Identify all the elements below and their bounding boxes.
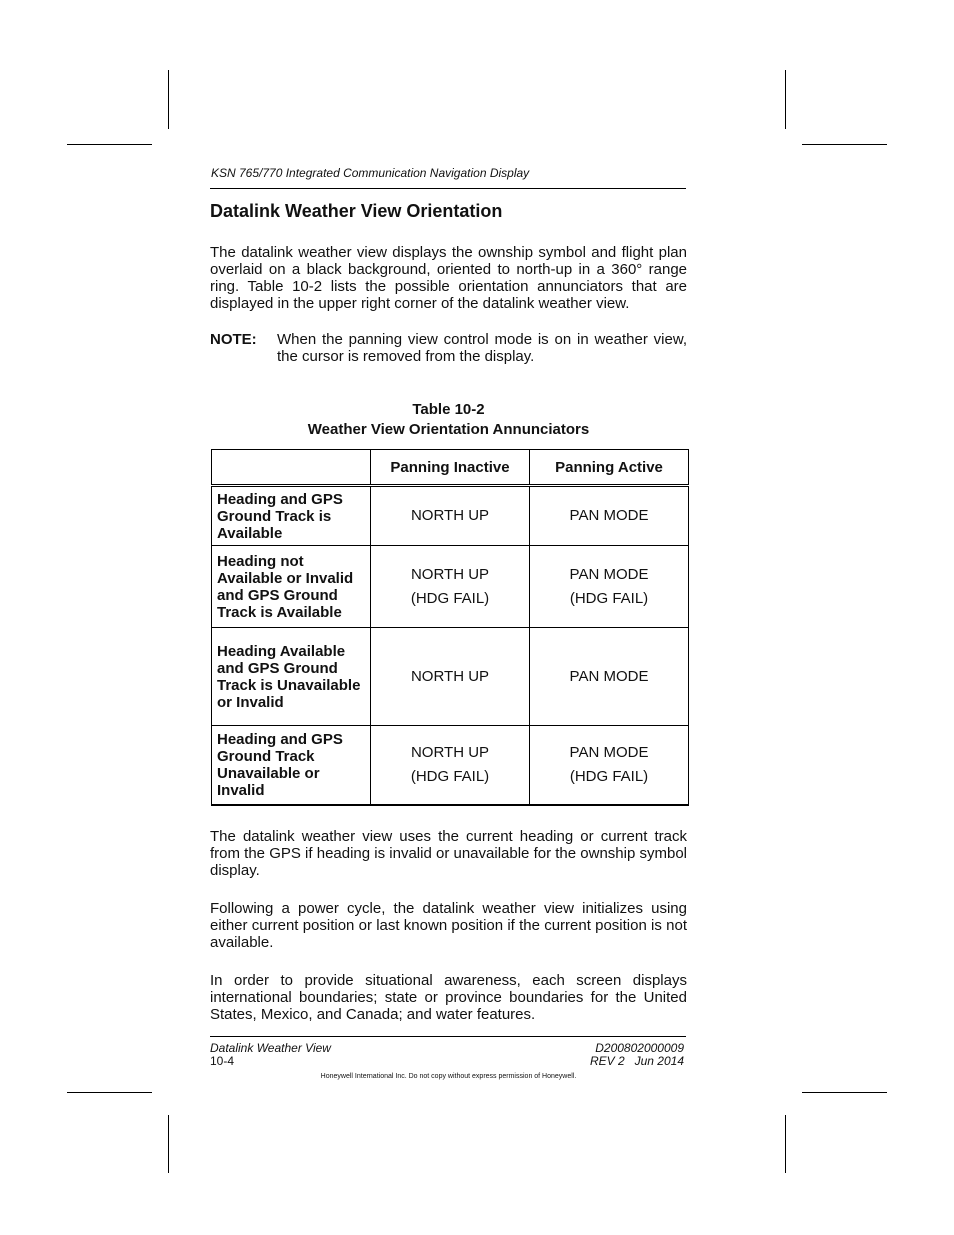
annunciator-subtext: (HDG FAIL) <box>569 767 649 785</box>
crop-mark <box>67 144 152 145</box>
panning-inactive-cell <box>371 546 530 628</box>
note-text: When the panning view control mode is on in weather view, the cursor is removed from the display. <box>277 331 687 365</box>
annunciator-text: NORTH UP <box>410 743 490 761</box>
table-title: Weather View Orientation Annunciators <box>307 421 590 438</box>
table-row <box>212 726 689 805</box>
table-header-cell: Panning Active <box>530 450 689 486</box>
condition-cell: Heading and GPS Ground Track Unavailable or Invalid <box>212 726 371 805</box>
footer-section-name: Datalink Weather View <box>210 1041 331 1055</box>
crop-mark <box>168 70 169 129</box>
footer-page-number: 10-4 <box>210 1054 235 1068</box>
panning-active-cell <box>530 726 689 805</box>
header-rule <box>210 188 686 189</box>
panning-inactive-cell <box>371 486 530 546</box>
body-paragraph: Following a power cycle, the datalink weather view initializes using either current position or last known position if the current position is not available. <box>210 900 687 951</box>
annunciator-table <box>211 449 689 806</box>
annunciator-text: PAN MODE <box>569 507 649 524</box>
condition-cell: Heading not Available or Invalid and GPS Ground Track is Available <box>212 546 371 628</box>
section-heading: Datalink Weather View Orientation <box>210 201 503 221</box>
panning-active-cell <box>530 486 689 546</box>
crop-mark <box>802 1092 887 1093</box>
footer-rule <box>210 1036 686 1037</box>
annunciator-text: PAN MODE <box>569 743 649 761</box>
body-paragraph: In order to provide situational awareness, each screen displays international boundaries; state or province boundaries for the United States, Mexico, and Canada; and water features. <box>210 972 687 1023</box>
footer-revision: REV 2 Jun 2014 <box>589 1054 684 1068</box>
table-header-cell <box>212 450 371 486</box>
annunciator-subtext: (HDG FAIL) <box>569 589 649 607</box>
body-paragraph: The datalink weather view uses the current heading or current track from the GPS if heading is invalid or unavailable for the ownship symbol display. <box>210 828 687 879</box>
panning-inactive-cell <box>371 726 530 805</box>
panning-inactive-cell <box>371 628 530 726</box>
crop-mark <box>67 1092 152 1093</box>
table-row <box>212 628 689 726</box>
condition-cell: Heading and GPS Ground Track is Available <box>212 486 371 546</box>
crop-mark <box>802 144 887 145</box>
table-row <box>212 546 689 628</box>
annunciator-text: PAN MODE <box>569 667 649 685</box>
footer-doc-number: D200802000009 <box>595 1041 684 1055</box>
panning-active-cell <box>530 628 689 726</box>
crop-mark <box>168 1115 169 1173</box>
intro-paragraph: The datalink weather view displays the ownship symbol and flight plan overlaid on a black background, oriented to north-up in a 360° range ring. Table 10-2 lists the possible orientation annunciators that are displayed in the upper right corner of the datalink weather view. <box>210 244 687 312</box>
table-number: Table 10-2 <box>412 401 485 418</box>
table-row <box>212 486 689 546</box>
condition-cell: Heading Available and GPS Ground Track is Unavailable or Invalid <box>212 628 371 726</box>
annunciator-subtext: (HDG FAIL) <box>410 767 490 785</box>
annunciator-text: NORTH UP <box>410 507 490 524</box>
crop-mark <box>785 70 786 129</box>
crop-mark <box>785 1115 786 1173</box>
table-header-cell: Panning Inactive <box>371 450 530 486</box>
running-header: KSN 765/770 Integrated Communication Navigation Display <box>211 166 530 180</box>
annunciator-text: NORTH UP <box>410 667 490 685</box>
table-header-row <box>212 450 689 486</box>
annunciator-text: PAN MODE <box>569 565 649 583</box>
panning-active-cell <box>530 546 689 628</box>
annunciator-subtext: (HDG FAIL) <box>410 589 490 607</box>
footer-copyright: Honeywell International Inc. Do not copy without express permission of Honeywell. <box>320 1073 577 1080</box>
note-label: NOTE: <box>210 331 257 348</box>
annunciator-text: NORTH UP <box>410 565 490 583</box>
